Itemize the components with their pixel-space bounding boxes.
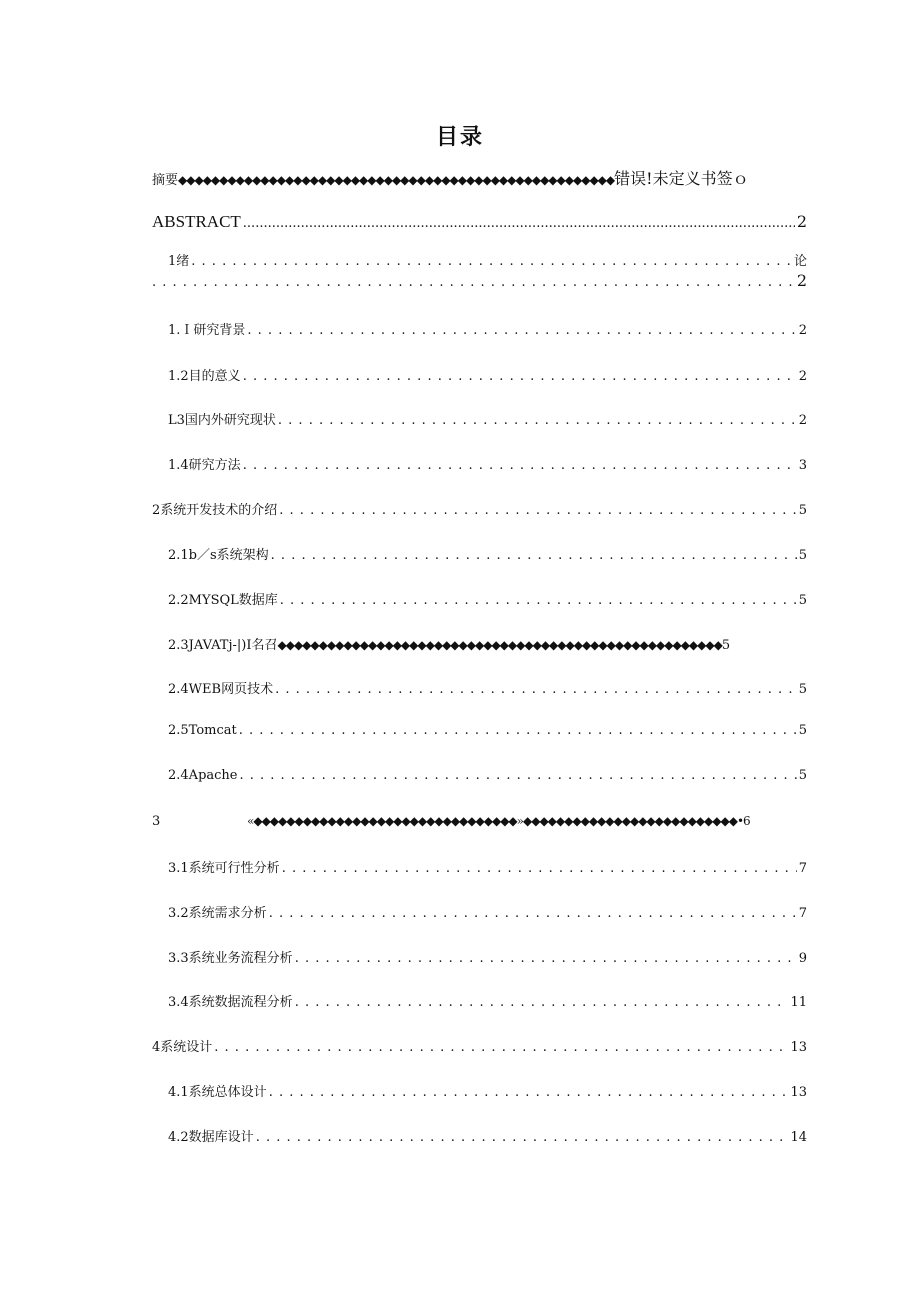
toc-entry-3-1[interactable] xyxy=(168,857,807,876)
toc-entry-ch1[interactable] xyxy=(168,250,807,269)
toc-label: 2.2MYSQL数据库 xyxy=(168,593,278,608)
toc-entry-abstract-en[interactable] xyxy=(152,212,807,232)
toc-page: 3 xyxy=(798,458,807,473)
toc-page: 2 xyxy=(798,413,807,428)
toc-leader xyxy=(243,369,797,384)
toc-page: 论 xyxy=(793,254,807,269)
toc-leader xyxy=(271,548,797,563)
toc-leader xyxy=(191,254,792,269)
toc-leader xyxy=(275,682,797,697)
toc-page: 5 xyxy=(798,548,807,563)
toc-page: 13 xyxy=(790,1040,807,1055)
toc-page: 5 xyxy=(798,593,807,608)
toc-entry-2-6[interactable] xyxy=(168,768,807,783)
toc-leader xyxy=(239,723,797,738)
toc-leader xyxy=(243,458,797,473)
toc-label: 3 xyxy=(152,814,161,829)
toc-leader xyxy=(280,593,797,608)
toc-page: 2 xyxy=(796,271,807,290)
toc-leader xyxy=(239,768,796,783)
toc-entry-1-2[interactable] xyxy=(168,365,807,384)
toc-leader xyxy=(278,413,797,428)
toc-label: 2.5Tomcat xyxy=(168,723,237,738)
toc-entry-4-1[interactable] xyxy=(168,1081,807,1100)
toc-fill: ◆◆◆◆◆◆◆◆◆◆◆◆◆◆◆◆◆◆◆◆◆◆◆◆◆◆◆◆◆◆◆◆◆◆◆◆◆◆◆◆◆◆◆◆◆◆◆◆◆◆◆◆◆ xyxy=(178,173,615,187)
toc-label: 4.2数据库设计 xyxy=(168,1130,254,1145)
page-title: 目录 xyxy=(435,125,484,150)
toc-leader xyxy=(295,951,797,966)
toc-label: 1绪 xyxy=(168,254,190,269)
toc-page: 11 xyxy=(790,995,807,1010)
toc-page: 5 xyxy=(798,682,807,697)
toc-page: 5 xyxy=(798,723,807,738)
toc-leader xyxy=(279,503,796,518)
toc-entry-3-4[interactable] xyxy=(168,991,807,1010)
toc-label: 1.2目的意义 xyxy=(168,369,241,384)
toc-entry-3-2[interactable] xyxy=(168,902,807,921)
toc-label: 3.3系统业务流程分析 xyxy=(168,951,293,966)
toc-leader xyxy=(152,275,797,290)
toc-entry-1-1[interactable] xyxy=(168,319,807,338)
toc-entry-ch4[interactable] xyxy=(152,1036,807,1055)
toc-entry-2-1[interactable] xyxy=(168,544,807,563)
toc-leader xyxy=(269,1085,789,1100)
toc-fill: «◆◆◆◆◆◆◆◆◆◆◆◆◆◆◆◆◆◆◆◆◆◆◆◆◆◆◆◆◆◆◆◆»◆◆◆◆◆◆◆◆◆◆◆◆◆◆◆◆◆◆◆◆◆◆◆◆◆◆•6 xyxy=(247,814,750,828)
toc-label: 3.2系统需求分析 xyxy=(168,906,267,921)
toc-label: 2.4Apache xyxy=(168,768,238,783)
toc-leader xyxy=(269,906,797,921)
toc-leader xyxy=(243,216,795,231)
toc-leader xyxy=(247,323,796,338)
toc-label: 1.4研究方法 xyxy=(168,458,241,473)
toc-entry-1-3[interactable] xyxy=(168,409,807,428)
toc-label: 2.4WEB网页技术 xyxy=(168,682,274,697)
toc-label: 2系统开发技术的介绍 xyxy=(152,503,278,518)
toc-leader xyxy=(295,995,789,1010)
toc-label: 4系统设计 xyxy=(152,1040,213,1055)
toc-label: 4.1系统总体设计 xyxy=(168,1085,267,1100)
toc-page: 2 xyxy=(798,369,807,384)
toc-label: 2.3JAVATj-|)I名召 xyxy=(168,638,278,653)
toc-label: 3.1系统可行性分析 xyxy=(168,861,280,876)
toc-label: 摘要 xyxy=(152,173,179,188)
toc-leader xyxy=(214,1040,788,1055)
toc-entry-2-4[interactable] xyxy=(168,678,807,697)
toc-entry-2-5[interactable] xyxy=(168,723,807,738)
toc-label: ABSTRACT xyxy=(152,212,241,231)
toc-page: 5 xyxy=(721,638,731,653)
toc-entry-2-2[interactable] xyxy=(168,589,807,608)
toc-label: L3国内外研究现状 xyxy=(168,413,276,428)
toc-label: 1.Ｉ研究背景 xyxy=(168,323,246,338)
toc-entry-4-2[interactable] xyxy=(168,1126,807,1145)
toc-page: 13 xyxy=(790,1085,807,1100)
toc-entry-1-4[interactable] xyxy=(168,454,807,473)
toc-page: 7 xyxy=(798,861,807,876)
toc-page: 2 xyxy=(796,212,807,231)
toc-entry-3-3[interactable] xyxy=(168,947,807,966)
toc-label: 2.1b／s系统架构 xyxy=(168,548,269,563)
toc-page: 错误!未定义书签ｏ xyxy=(614,169,749,188)
toc-entry-ch2[interactable] xyxy=(152,499,807,518)
toc-page: 5 xyxy=(798,503,807,518)
toc-page: 7 xyxy=(798,906,807,921)
toc-page: 9 xyxy=(798,951,807,966)
toc-leader xyxy=(282,861,797,876)
toc-label: 3.4系统数据流程分析 xyxy=(168,995,293,1010)
toc-entry-2-3[interactable] xyxy=(168,634,738,653)
toc-entry-abstract-cn[interactable] xyxy=(152,166,807,189)
toc-page: 14 xyxy=(790,1130,807,1145)
toc-fill: ◆◆◆◆◆◆◆◆◆◆◆◆◆◆◆◆◆◆◆◆◆◆◆◆◆◆◆◆◆◆◆◆◆◆◆◆◆◆◆◆◆◆◆◆◆◆◆◆◆◆◆◆◆◆ xyxy=(277,638,722,652)
toc-page: 5 xyxy=(798,768,807,783)
toc-leader xyxy=(256,1130,789,1145)
toc-page: 2 xyxy=(798,323,807,338)
toc-entry-ch1-continued[interactable] xyxy=(152,271,807,290)
